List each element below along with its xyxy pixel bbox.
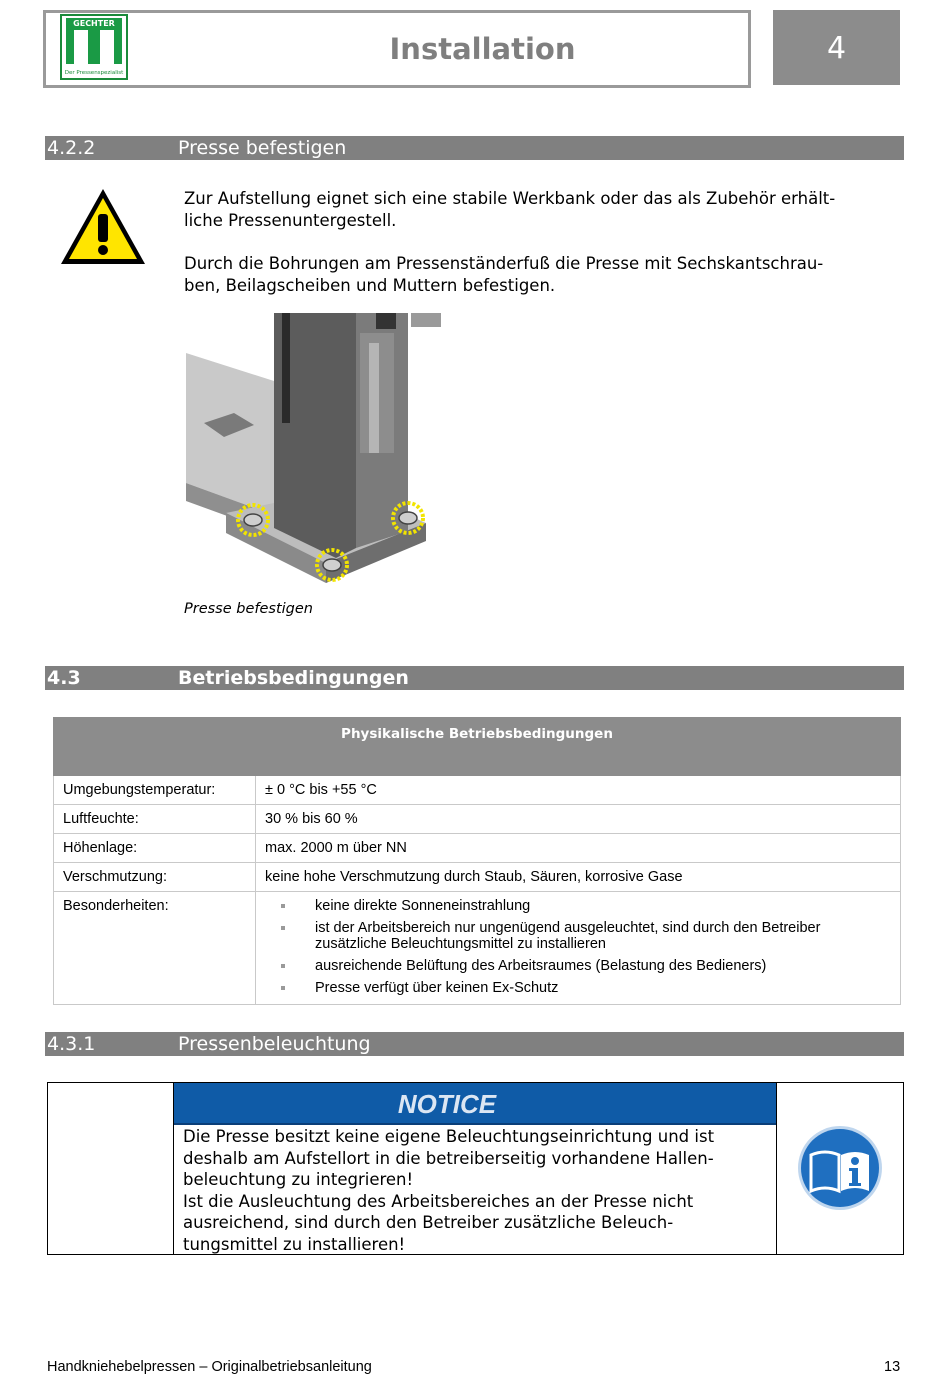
list-item: keine direkte Sonneneinstrahlung bbox=[265, 898, 891, 914]
mounting-paragraph-2 bbox=[184, 253, 894, 296]
table-row bbox=[54, 805, 901, 834]
svg-text:Der Pressenspezialist: Der Pressenspezialist bbox=[64, 70, 124, 76]
row-label: Luftfeuchte: bbox=[54, 805, 256, 834]
table-header-text: Physikalische Betriebsbedingungen bbox=[341, 726, 613, 742]
list-item: Presse verfügt über keinen Ex-Schutz bbox=[265, 980, 891, 996]
text-line: Zur Aufstellung eignet sich eine stabile Werkbank oder das als Zubehör erhält- bbox=[184, 189, 836, 208]
section-number: 4.2.2 bbox=[47, 137, 96, 159]
table-row bbox=[54, 834, 901, 863]
table-row bbox=[54, 863, 901, 892]
section-heading-4-2-2 bbox=[45, 136, 904, 160]
press-mounting-photo bbox=[186, 313, 448, 591]
figure-caption: Presse befestigen bbox=[184, 601, 313, 617]
table-header bbox=[54, 718, 901, 776]
special-conditions-list bbox=[265, 898, 891, 996]
list-item: ist der Arbeitsbereich nur ungenügend ausgeleuchtet, sind durch den Betreiber zusätzliche Beleuchtungsmittel zu installieren bbox=[265, 920, 891, 952]
notice-left-cell bbox=[47, 1082, 174, 1254]
section-title: Pressenbeleuchtung bbox=[178, 1033, 371, 1055]
warning-triangle-icon bbox=[58, 186, 148, 268]
table-row-special bbox=[54, 892, 901, 1005]
operating-conditions-table bbox=[53, 717, 901, 1005]
row-value: max. 2000 m über NN bbox=[256, 834, 901, 863]
section-title: Presse befestigen bbox=[178, 137, 347, 159]
row-label: Umgebungstemperatur: bbox=[54, 776, 256, 805]
text-line: tungsmittel zu installieren! bbox=[183, 1234, 406, 1254]
text-line: liche Pressenuntergestell. bbox=[184, 210, 397, 230]
section-number: 4.3.1 bbox=[47, 1033, 96, 1055]
page-title: Installation bbox=[389, 32, 576, 66]
text-line: beleuchtung zu integrieren! bbox=[183, 1170, 414, 1189]
notice-text bbox=[183, 1126, 771, 1255]
row-value bbox=[256, 892, 901, 1005]
row-label: Besonderheiten: bbox=[54, 892, 256, 1005]
text-line: Ist die Ausleuchtung des Arbeitsbereiches an der Presse nicht bbox=[183, 1191, 694, 1211]
text-line: Durch die Bohrungen am Pressenständerfuß die Presse mit Sechskantschrau- bbox=[184, 254, 824, 273]
text-line: deshalb am Aufstellort in die betreiberseitig vorhandene Hallen- bbox=[183, 1148, 714, 1168]
gechter-logo bbox=[60, 14, 130, 82]
table-row bbox=[54, 776, 901, 805]
row-value: ± 0 °C bis +55 °C bbox=[256, 776, 901, 805]
section-heading-4-3 bbox=[45, 666, 904, 690]
row-value: keine hohe Verschmutzung durch Staub, Säuren, korrosive Gase bbox=[256, 863, 901, 892]
list-item: ausreichende Belüftung des Arbeitsraumes (Belastung des Bedieners) bbox=[265, 958, 891, 974]
manual-info-icon bbox=[797, 1125, 883, 1211]
notice-label: NOTICE bbox=[397, 1089, 497, 1119]
row-value: 30 % bis 60 % bbox=[256, 805, 901, 834]
section-heading-4-3-1 bbox=[45, 1032, 904, 1056]
text-line: Die Presse besitzt keine eigene Beleuchtungseinrichtung und ist bbox=[183, 1127, 715, 1146]
svg-text:GECHTER: GECHTER bbox=[73, 19, 115, 28]
chapter-number: 4 bbox=[773, 10, 900, 85]
footer-document-title: Handkniehebelpressen – Originalbetriebsanleitung bbox=[47, 1359, 372, 1375]
text-line: ben, Beilagscheiben und Muttern befestigen. bbox=[184, 275, 556, 295]
section-title: Betriebsbedingungen bbox=[178, 667, 409, 689]
mounting-paragraph-1 bbox=[184, 188, 894, 231]
row-label: Höhenlage: bbox=[54, 834, 256, 863]
text-line: ausreichend, sind durch den Betreiber zusätzliche Beleuch- bbox=[183, 1213, 674, 1232]
page-number: 13 bbox=[884, 1359, 901, 1375]
section-number: 4.3 bbox=[47, 667, 81, 689]
row-label: Verschmutzung: bbox=[54, 863, 256, 892]
